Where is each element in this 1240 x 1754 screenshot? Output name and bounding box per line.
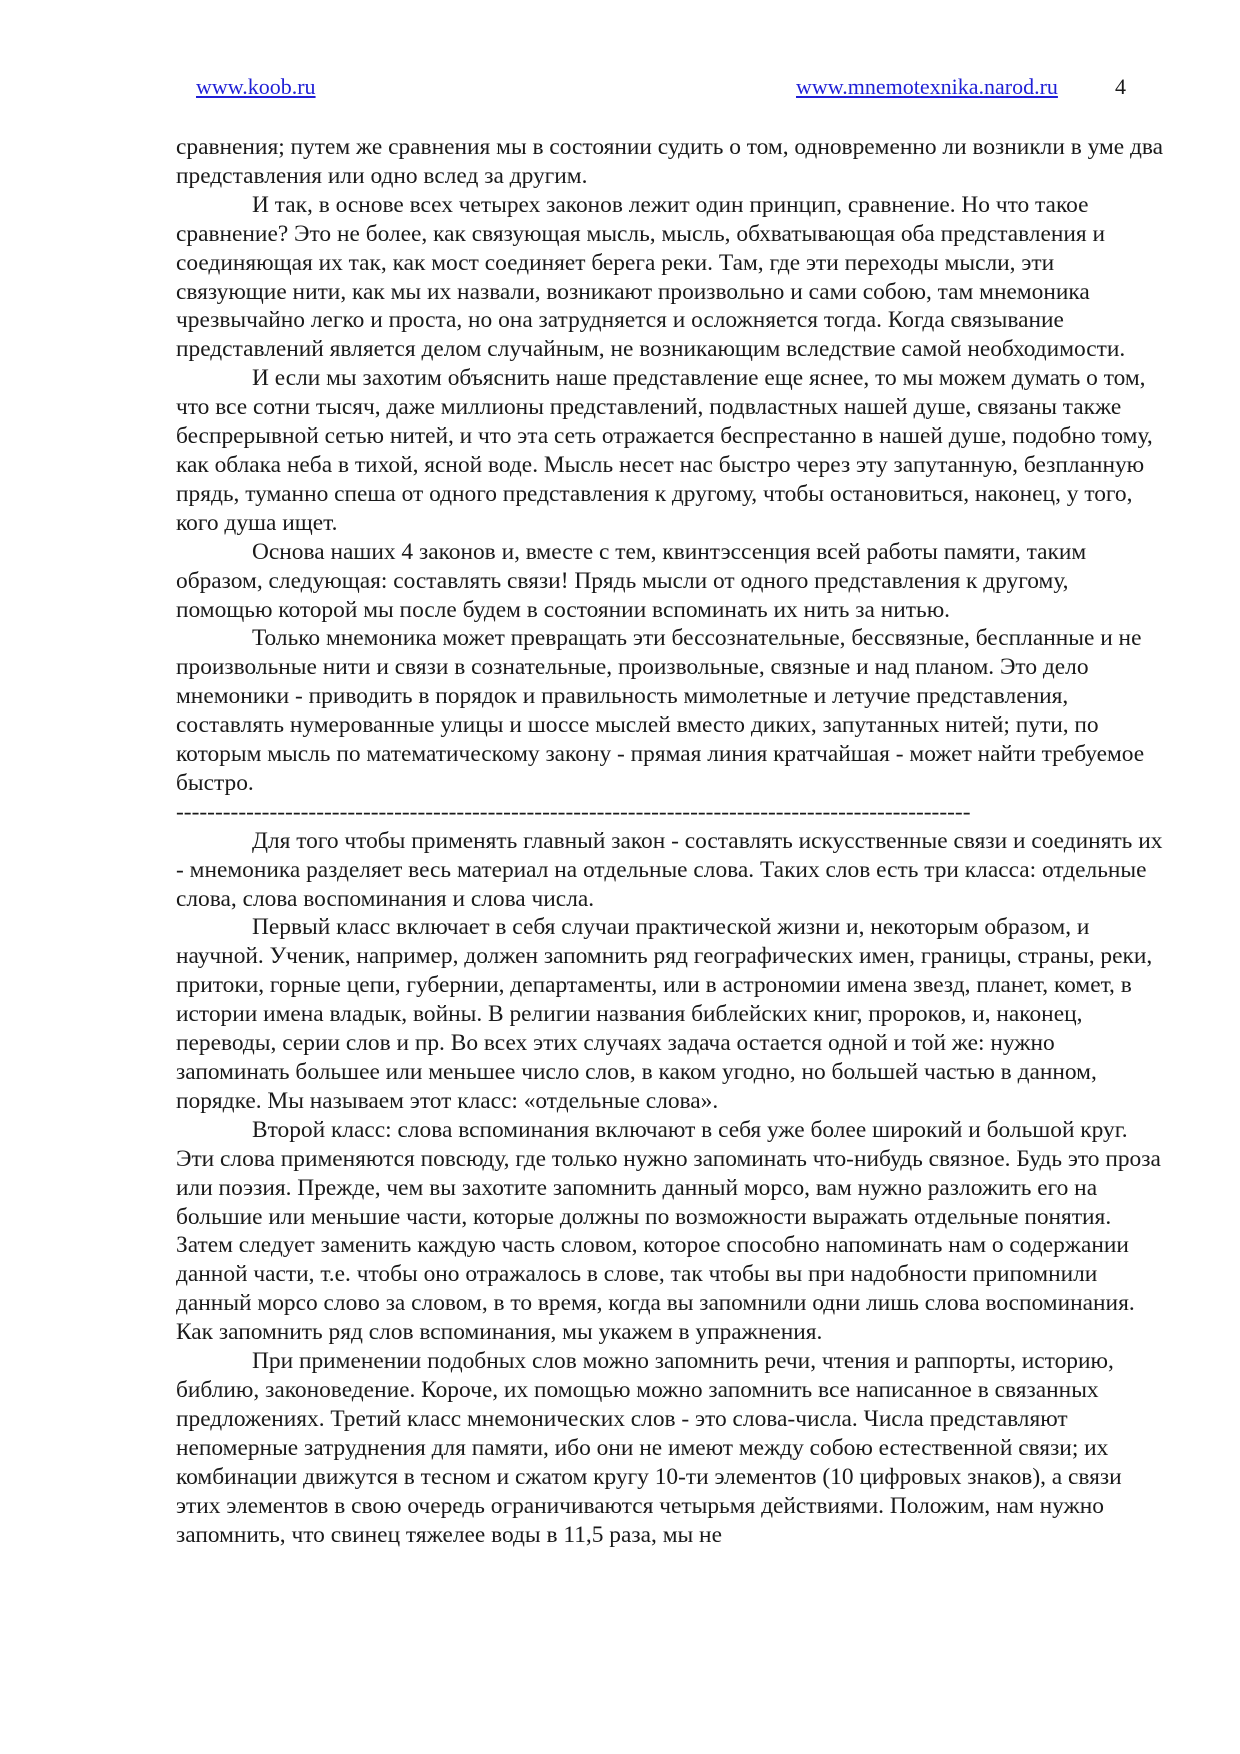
paragraph: И если мы захотим объяснить наше представление еще яснее, то мы можем думать о том, что все сотни тысяч, даже миллионы представлений, подвластных нашей душе, связаны также беспрерывной сетью нитей, и что эта сеть отражается беспрестанно в нашей душе, подобно тому, как облака неба в тихой, ясной воде. Мысль несет нас быстро через эту запутанную, безпланную прядь, туманно спеша от одного представления к другому, чтобы остановиться, наконец, у того, кого душа ищет. [176,365,1153,536]
page-number: 4 [1115,74,1126,99]
paragraph: И так, в основе всех четырех законов лежит один принцип, сравнение. Но что такое сравнение? Это не более, как связующая мысль, мысль, обхватывающая оба представления и соединяющая их так, как мост соединяет берега реки. Там, где эти переходы мысли, эти связующие нити, как мы их назвали, возникают произвольно и сами собою, там мнемоника чрезвычайно легко и проста, но она затрудняется и осложняется тогда. Когда связывание представлений является делом случайным, не возникающим вследствие самой необходимости. [176,191,1126,363]
paragraph: При применении подобных слов можно запомнить речи, чтения и раппорты, историю, библию, законоведение. Короче, их помощью можно запомнить все написанное в связанных предложениях. Третий класс мнемонических слов - это слова-числа. Числа представляют непомерные затруднения для памяти, ибо они не имеют между собою естественной связи; их комбинации движутся в тесном и сжатом кругу 10-ти элементов (10 цифровых знаков), а связи этих элементов в свою очередь ограничиваются четырьмя действиями. Положим, нам нужно запомнить, что свинец тяжелее воды в 11,5 раза, мы не [176,1348,1122,1548]
page-header [176,70,1126,104]
paragraph: Первый класс включает в себя случаи практической жизни и, некоторым образом, и научной. Ученик, например, должен запомнить ряд географических имен, границы, страны, реки, притоки, горные цепи, губернии, департаменты, или в астрономии имена звезд, планет, комет, в истории имена владык, войны. В религии названия библейских книг, пророков, и, наконец, переводы, серии слов и пр. Во всех этих случаях задача остается одной и той же: нужно запоминать большее или меньшее число слов, в каком угодно, но большей частью в данном, порядке. Мы называем этот класс: «отдельные слова». [176,914,1153,1114]
header-link-mnemotexnika[interactable]: www.mnemotexnika.narod.ru [796,74,1058,99]
section-divider: ------------------------------------------------------------------------------------------------------ [176,798,971,825]
paragraph: Второй класс: слова вспоминания включают в себя уже более широкий и большой круг. Эти слова применяются повсюду, где только нужно запоминать что-нибудь связное. Будь это проза или поэзия. Прежде, чем вы захотите запомнить данный морсо, вам нужно разложить его на большие или меньшие части, которые должны по возможности выражать отдельные понятия. Затем следует заменить каждую часть словом, которое способно напоминать нам о содержании данной части, т.е. чтобы оно отражалось в слове, так чтобы вы при надобности припомнили данный морсо слово за словом, в то время, когда вы запомнили одни лишь слова воспоминания. Как запомнить ряд слов вспоминания, мы укажем в упражнения. [176,1116,1161,1346]
paragraph-continuation: сравнения; путем же сравнения мы в состоянии судить о том, одновременно ли возникли в уме два представления или одно вслед за другим. [176,134,1164,189]
paragraph: Основа наших 4 законов и, вместе с тем, квинтэссенция всей работы памяти, таким образом, следующая: составлять связи! Прядь мысли от одного представления к другому, помощью которой мы после будем в состоянии вспоминать их нить за нитью. [176,538,1087,623]
paragraph: Только мнемоника может превращать эти бессознательные, бессвязные, беспланные и не произвольные нити и связи в сознательные, произвольные, связные и над планом. Это дело мнемоники - приводить в порядок и правильность мимолетные и летучие представления, составлять нумерованные улицы и шоссе мыслей вместо диких, запутанных нитей; пути, по которым мысль по математическому закону - прямая линия кратчайшая - может найти требуемое быстро. [176,625,1145,796]
header-link-koob[interactable]: www.koob.ru [196,74,316,99]
body-text [176,133,1166,1549]
paragraph: Для того чтобы применять главный закон - составлять искусственные связи и соединять их - мнемоника разделяет весь материал на отдельные слова. Таких слов есть три класса: отдельные слова, слова воспоминания и слова числа. [176,827,1163,912]
